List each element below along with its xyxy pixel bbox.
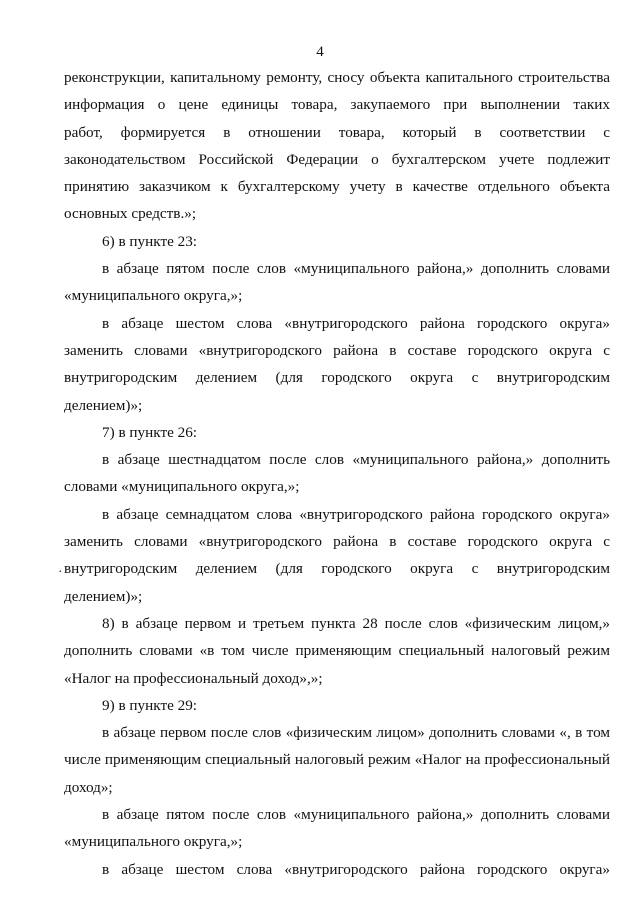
text-line: в абзаце шестнадцатом после слов «муниципального района,» дополнить: [102, 451, 610, 469]
text-line: в абзаце семнадцатом слова «внутригородского района городского округа»: [102, 505, 610, 523]
text-line: «Налог на профессиональный доход»,»;: [64, 669, 323, 687]
text-line: дополнить словами «в том числе применяющим специальный налоговый режим: [64, 642, 610, 660]
text-line: в абзаце пятом после слов «муниципального района,» дополнить словами: [102, 260, 610, 278]
text-line: законодательством Российской Федерации о бухгалтерском учете подлежит: [64, 150, 610, 168]
page-number: 4: [316, 44, 324, 60]
text-line: в абзаце пятом после слов «муниципального района,» дополнить словами: [102, 806, 610, 824]
document-body: [64, 64, 610, 883]
text-line: «муниципального округа,»;: [64, 287, 243, 305]
text-line: 6) в пункте 23:: [102, 232, 198, 250]
text-line: принятию заказчиком к бухгалтерскому учету в качестве отдельного объекта: [64, 178, 610, 196]
text-line: в абзаце шестом слова «внутригородского района городского округа»: [102, 314, 610, 332]
text-line: в абзаце шестом слова «внутригородского района городского округа»: [102, 860, 610, 878]
text-line: доход»;: [64, 778, 113, 796]
text-line: внутригородским делением (для городского округа с внутригородским: [64, 560, 610, 578]
text-line: «муниципального округа,»;: [64, 833, 243, 851]
text-line: заменить словами «внутригородского района в составе городского округа с: [64, 533, 610, 551]
text-line: информация о цене единицы товара, закупаемого при выполнении таких: [64, 96, 610, 114]
text-line: 7) в пункте 26:: [102, 423, 198, 441]
text-line: основных средств.»;: [64, 205, 197, 223]
text-line: 9) в пункте 29:: [102, 696, 198, 714]
text-line: делением)»;: [64, 396, 143, 414]
text-line: 8) в абзаце первом и третьем пункта 28 после слов «физическим лицом,»: [102, 614, 610, 632]
text-line: заменить словами «внутригородского района в составе городского округа с: [64, 341, 610, 359]
text-line: словами «муниципального округа,»;: [64, 478, 300, 496]
text-line: реконструкции, капитальному ремонту, сносу объекта капитального строительства: [64, 69, 610, 86]
text-line: числе применяющим специальный налоговый режим «Налог на профессиональный: [64, 751, 610, 769]
text-line: работ, формируется в отношении товара, который в соответствии с: [64, 123, 610, 141]
text-line: внутригородским делением (для городского округа с внутригородским: [64, 369, 610, 387]
margin-mark: ·: [58, 565, 63, 580]
text-line: в абзаце первом после слов «физическим лицом» дополнить словами «, в том: [102, 724, 610, 742]
text-line: делением)»;: [64, 587, 143, 605]
